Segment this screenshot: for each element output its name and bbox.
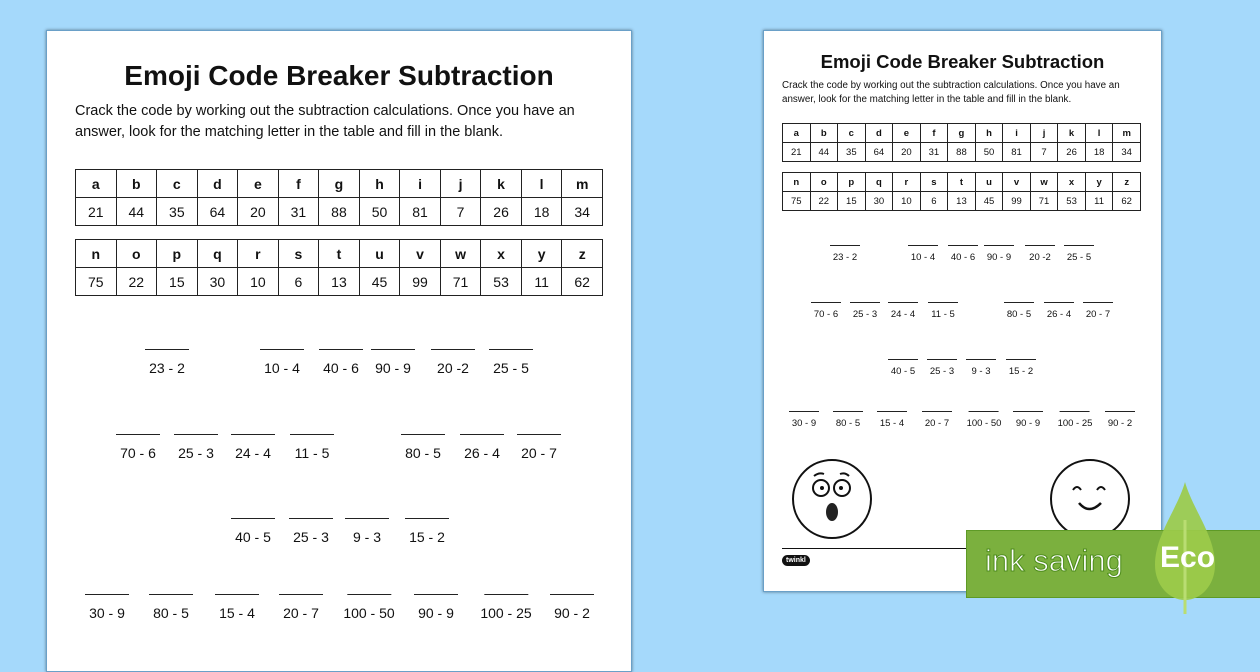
code-number: 21 <box>783 143 811 162</box>
subtraction-problem <box>1058 411 1093 429</box>
subtraction-problem <box>85 594 129 621</box>
code-number: 7 <box>1030 143 1058 162</box>
number-row <box>76 268 603 296</box>
answer-blank[interactable] <box>414 594 458 595</box>
worksheet-title: Emoji Code Breaker Subtraction <box>820 51 1105 72</box>
code-letter: e <box>238 170 279 198</box>
code-letter: z <box>1113 173 1141 192</box>
answer-blank[interactable] <box>811 302 841 303</box>
answer-blank[interactable] <box>371 349 415 350</box>
problem-expression: 40 - 6 <box>950 252 976 263</box>
answer-blank[interactable] <box>1064 245 1094 246</box>
answer-blank[interactable] <box>215 594 259 595</box>
code-letter: w <box>1030 173 1058 192</box>
subtraction-problem <box>405 518 449 545</box>
answer-blank[interactable] <box>1044 302 1074 303</box>
answer-blank[interactable] <box>290 434 334 435</box>
code-letter: s <box>278 240 319 268</box>
subtraction-problem <box>967 411 1002 429</box>
subtraction-problem <box>833 411 863 429</box>
code-letter: p <box>838 173 866 192</box>
answer-blank[interactable] <box>347 594 391 595</box>
subtraction-problem <box>414 594 458 621</box>
code-letter: f <box>278 170 319 198</box>
answer-blank[interactable] <box>888 302 918 303</box>
worksheet-preview-large <box>46 30 632 672</box>
problem-expression: 15 - 4 <box>219 605 255 621</box>
subtraction-problem <box>289 518 333 545</box>
code-letter: y <box>1085 173 1113 192</box>
problem-expression: 90 - 9 <box>375 360 411 376</box>
code-number: 34 <box>1113 143 1141 162</box>
footer-line <box>782 548 992 549</box>
number-row <box>783 143 1141 162</box>
code-number: 88 <box>948 143 976 162</box>
subtraction-problem <box>231 434 275 461</box>
answer-blank[interactable] <box>1013 411 1043 412</box>
subtraction-problem <box>371 349 415 376</box>
code-letter: m <box>562 170 603 198</box>
smiling-face-icon <box>1050 459 1130 539</box>
worksheet-title: Emoji Code Breaker Subtraction <box>124 60 554 91</box>
answer-blank[interactable] <box>550 594 594 595</box>
problem-expression: 30 - 9 <box>89 605 125 621</box>
answer-blank[interactable] <box>877 411 907 412</box>
shocked-face-icon <box>792 459 872 539</box>
code-number: 26 <box>1058 143 1086 162</box>
code-letter: g <box>319 170 360 198</box>
twinkl-logo: twinkl <box>782 555 810 566</box>
code-number: 64 <box>865 143 893 162</box>
answer-blank[interactable] <box>149 594 193 595</box>
problem-expression: 80 - 5 <box>1006 309 1032 320</box>
answer-blank[interactable] <box>231 434 275 435</box>
code-number: 20 <box>893 143 921 162</box>
answer-blank[interactable] <box>319 349 363 350</box>
subtraction-problem <box>850 302 880 320</box>
code-letter: l <box>1085 124 1113 143</box>
eco-label: Eco <box>1160 541 1216 574</box>
problem-expression: 11 - 5 <box>931 309 955 320</box>
answer-blank[interactable] <box>1025 245 1055 246</box>
code-number: 10 <box>238 268 279 296</box>
answer-blank[interactable] <box>231 518 275 519</box>
answer-blank[interactable] <box>1060 411 1090 412</box>
subtraction-problem <box>908 245 938 263</box>
problem-expression: 90 - 2 <box>554 605 590 621</box>
code-letter: u <box>975 173 1003 192</box>
problem-expression: 25 - 5 <box>493 360 529 376</box>
subtraction-problem <box>343 594 394 621</box>
code-table-1 <box>782 123 1141 162</box>
subtraction-problem <box>401 434 445 461</box>
answer-blank[interactable] <box>928 302 958 303</box>
answer-blank[interactable] <box>1105 411 1135 412</box>
code-number: 45 <box>359 268 400 296</box>
problem-expression: 24 - 4 <box>235 445 271 461</box>
subtraction-problem <box>145 349 189 376</box>
code-letter: i <box>400 170 441 198</box>
code-letter: u <box>359 240 400 268</box>
code-letter: x <box>481 240 522 268</box>
problem-expression: 40 - 5 <box>890 366 916 377</box>
code-number: 99 <box>400 268 441 296</box>
code-letter: n <box>76 240 117 268</box>
subtraction-problem <box>480 594 531 621</box>
subtraction-problem <box>928 302 958 320</box>
subtraction-problem <box>1006 359 1036 377</box>
code-letter: o <box>810 173 838 192</box>
subtraction-problem <box>116 434 160 461</box>
subtraction-problem <box>888 302 918 320</box>
code-number: 30 <box>865 192 893 211</box>
problem-expression: 100 - 50 <box>966 418 1002 429</box>
code-letter: f <box>920 124 948 143</box>
subtraction-problem <box>517 434 561 461</box>
worksheet-instructions: Crack the code by working out the subtraction calculations. Once you have an answer, look for the matching letter in the table and fill in the blank. <box>75 103 575 140</box>
code-letter: a <box>76 170 117 198</box>
answer-blank[interactable] <box>927 359 957 360</box>
code-number: 31 <box>278 198 319 226</box>
problem-expression: 20 - 7 <box>1085 309 1111 320</box>
problem-expression: 80 - 5 <box>405 445 441 461</box>
problem-expression: 25 - 3 <box>293 529 329 545</box>
code-number: 6 <box>920 192 948 211</box>
code-number: 7 <box>440 198 481 226</box>
code-letter: d <box>197 170 238 198</box>
answer-blank[interactable] <box>1006 359 1036 360</box>
problem-expression: 90 - 9 <box>986 252 1012 263</box>
answer-blank[interactable] <box>969 411 999 412</box>
code-number: 71 <box>1030 192 1058 211</box>
subtraction-problem <box>984 245 1014 263</box>
code-number: 75 <box>783 192 811 211</box>
code-number: 62 <box>1113 192 1141 211</box>
code-letter: i <box>1003 124 1031 143</box>
subtraction-problem <box>1013 411 1043 429</box>
answer-blank[interactable] <box>174 434 218 435</box>
subtraction-problem <box>260 349 304 376</box>
code-letter: v <box>1003 173 1031 192</box>
problem-expression: 100 - 25 <box>480 605 532 621</box>
code-number: 64 <box>197 198 238 226</box>
subtraction-problem <box>1004 302 1034 320</box>
answer-blank[interactable] <box>289 518 333 519</box>
subtraction-problem <box>877 411 907 429</box>
code-number: 31 <box>920 143 948 162</box>
subtraction-problem <box>460 434 504 461</box>
code-table-2 <box>75 239 603 296</box>
subtraction-problem <box>174 434 218 461</box>
subtraction-problem <box>431 349 475 376</box>
answer-blank[interactable] <box>345 518 389 519</box>
problem-expression: 80 - 5 <box>153 605 189 621</box>
code-letter: t <box>948 173 976 192</box>
code-number: 26 <box>481 198 522 226</box>
subtraction-problem <box>149 594 193 621</box>
subtraction-problem <box>215 594 259 621</box>
code-number: 44 <box>810 143 838 162</box>
answer-blank[interactable] <box>517 434 561 435</box>
code-number: 13 <box>948 192 976 211</box>
problem-expression: 9 - 3 <box>352 529 381 545</box>
code-letter: m <box>1113 124 1141 143</box>
answer-blank[interactable] <box>789 411 819 412</box>
code-letter: t <box>319 240 360 268</box>
code-number: 53 <box>1058 192 1086 211</box>
number-row <box>783 192 1141 211</box>
problem-expression: 25 - 3 <box>178 445 214 461</box>
problem-expression: 25 - 3 <box>929 366 955 377</box>
code-letter: c <box>157 170 198 198</box>
problem-expression: 70 - 6 <box>120 445 156 461</box>
code-letter: q <box>865 173 893 192</box>
code-letter: v <box>400 240 441 268</box>
problem-expression: 25 - 5 <box>1066 252 1092 263</box>
code-letter: c <box>838 124 866 143</box>
problem-expression: 23 - 2 <box>832 252 858 263</box>
problem-expression: 80 - 5 <box>835 418 861 429</box>
code-number: 20 <box>238 198 279 226</box>
answer-blank[interactable] <box>431 349 475 350</box>
subtraction-problem <box>789 411 819 429</box>
problem-expression: 11 - 5 <box>294 445 330 461</box>
subtraction-problem <box>922 411 952 429</box>
code-letter: x <box>1058 173 1086 192</box>
answer-blank[interactable] <box>85 594 129 595</box>
subtraction-problem <box>290 434 334 461</box>
subtraction-problem <box>345 518 389 545</box>
code-number: 81 <box>1003 143 1031 162</box>
code-number: 13 <box>319 268 360 296</box>
number-row <box>76 198 603 226</box>
problem-expression: 40 - 5 <box>235 529 271 545</box>
subtraction-problem <box>489 349 533 376</box>
code-number: 30 <box>197 268 238 296</box>
subtraction-problem <box>550 594 594 621</box>
problem-expression: 26 - 4 <box>464 445 500 461</box>
code-letter: k <box>1058 124 1086 143</box>
answer-blank[interactable] <box>460 434 504 435</box>
code-number: 11 <box>521 268 562 296</box>
problem-expression: 20 - 7 <box>521 445 557 461</box>
subtraction-problem <box>1044 302 1074 320</box>
problem-expression: 90 - 9 <box>1015 418 1041 429</box>
code-number: 75 <box>76 268 117 296</box>
code-letter: r <box>238 240 279 268</box>
code-letter: b <box>116 170 157 198</box>
code-number: 34 <box>562 198 603 226</box>
problem-expression: 20 -2 <box>437 360 469 376</box>
problem-expression: 15 - 4 <box>879 418 905 429</box>
code-letter: j <box>440 170 481 198</box>
answer-blank[interactable] <box>948 245 978 246</box>
code-letter: b <box>810 124 838 143</box>
letter-row <box>783 173 1141 192</box>
code-number: 88 <box>319 198 360 226</box>
problem-expression: 20 -2 <box>1029 252 1051 263</box>
code-letter: o <box>116 240 157 268</box>
code-number: 99 <box>1003 192 1031 211</box>
code-letter: j <box>1030 124 1058 143</box>
answer-blank[interactable] <box>401 434 445 435</box>
letter-row <box>76 240 603 268</box>
code-table-2 <box>782 172 1141 211</box>
problem-expression: 15 - 2 <box>409 529 445 545</box>
code-number: 50 <box>359 198 400 226</box>
subtraction-problem <box>1083 302 1113 320</box>
code-letter: g <box>948 124 976 143</box>
subtraction-problem <box>966 359 996 377</box>
code-letter: q <box>197 240 238 268</box>
code-letter: w <box>440 240 481 268</box>
code-letter: h <box>359 170 400 198</box>
answer-blank[interactable] <box>484 594 528 595</box>
answer-blank[interactable] <box>116 434 160 435</box>
code-number: 11 <box>1085 192 1113 211</box>
subtraction-problem <box>319 349 363 376</box>
subtraction-problem <box>830 245 860 263</box>
letter-row <box>76 170 603 198</box>
code-number: 22 <box>810 192 838 211</box>
problem-expression: 20 - 7 <box>924 418 950 429</box>
answer-blank[interactable] <box>1004 302 1034 303</box>
code-letter: y <box>521 240 562 268</box>
code-letter: l <box>521 170 562 198</box>
code-number: 18 <box>1085 143 1113 162</box>
subtraction-problem <box>1025 245 1055 263</box>
problem-expression: 10 - 4 <box>264 360 300 376</box>
code-number: 22 <box>116 268 157 296</box>
code-number: 53 <box>481 268 522 296</box>
code-number: 35 <box>838 143 866 162</box>
problem-expression: 90 - 9 <box>418 605 454 621</box>
problem-expression: 70 - 6 <box>813 309 839 320</box>
problem-expression: 26 - 4 <box>1046 309 1072 320</box>
problem-expression: 15 - 2 <box>1008 366 1034 377</box>
problem-expression: 24 - 4 <box>890 309 916 320</box>
worksheet-instructions: Crack the code by working out the subtraction calculations. Once you have an answer, look for the matching letter in the table and fill in the blank. <box>782 80 1120 105</box>
problem-expression: 100 - 25 <box>1057 418 1093 429</box>
code-letter: s <box>920 173 948 192</box>
code-table-1 <box>75 169 603 226</box>
problem-expression: 9 - 3 <box>971 366 991 377</box>
problem-expression: 100 - 50 <box>343 605 395 621</box>
code-number: 45 <box>975 192 1003 211</box>
code-number: 10 <box>893 192 921 211</box>
answer-blank[interactable] <box>984 245 1014 246</box>
code-number: 81 <box>400 198 441 226</box>
code-letter: z <box>562 240 603 268</box>
answer-blank[interactable] <box>279 594 323 595</box>
letter-row <box>783 124 1141 143</box>
subtraction-problem <box>279 594 323 621</box>
answer-blank[interactable] <box>888 359 918 360</box>
code-number: 18 <box>521 198 562 226</box>
problem-expression: 20 - 7 <box>283 605 319 621</box>
answer-blank[interactable] <box>489 349 533 350</box>
code-number: 71 <box>440 268 481 296</box>
code-letter: k <box>481 170 522 198</box>
code-letter: r <box>893 173 921 192</box>
answer-blank[interactable] <box>830 245 860 246</box>
code-number: 44 <box>116 198 157 226</box>
code-letter: a <box>783 124 811 143</box>
problem-expression: 30 - 9 <box>791 418 817 429</box>
subtraction-problem <box>811 302 841 320</box>
code-number: 6 <box>278 268 319 296</box>
subtraction-problem <box>1105 411 1135 429</box>
subtraction-problem <box>231 518 275 545</box>
code-letter: n <box>783 173 811 192</box>
subtraction-problem <box>927 359 957 377</box>
answer-blank[interactable] <box>260 349 304 350</box>
code-number: 21 <box>76 198 117 226</box>
subtraction-problem <box>888 359 918 377</box>
code-letter: p <box>157 240 198 268</box>
answer-blank[interactable] <box>1083 302 1113 303</box>
ink-saving-label: ink saving <box>985 543 1123 578</box>
answer-blank[interactable] <box>966 359 996 360</box>
answer-blank[interactable] <box>405 518 449 519</box>
subtraction-problem <box>948 245 978 263</box>
problem-expression: 25 - 3 <box>852 309 878 320</box>
answer-blank[interactable] <box>145 349 189 350</box>
code-number: 15 <box>157 268 198 296</box>
code-number: 50 <box>975 143 1003 162</box>
answer-blank[interactable] <box>850 302 880 303</box>
code-letter: h <box>975 124 1003 143</box>
problem-expression: 23 - 2 <box>149 360 185 376</box>
subtraction-problem <box>1064 245 1094 263</box>
worksheet-preview-small <box>763 30 1162 592</box>
code-number: 35 <box>157 198 198 226</box>
problem-expression: 10 - 4 <box>910 252 936 263</box>
answer-blank[interactable] <box>922 411 952 412</box>
code-letter: d <box>865 124 893 143</box>
code-letter: e <box>893 124 921 143</box>
answer-blank[interactable] <box>833 411 863 412</box>
problem-expression: 90 - 2 <box>1107 418 1133 429</box>
code-number: 15 <box>838 192 866 211</box>
code-number: 62 <box>562 268 603 296</box>
problem-expression: 40 - 6 <box>323 360 359 376</box>
answer-blank[interactable] <box>908 245 938 246</box>
